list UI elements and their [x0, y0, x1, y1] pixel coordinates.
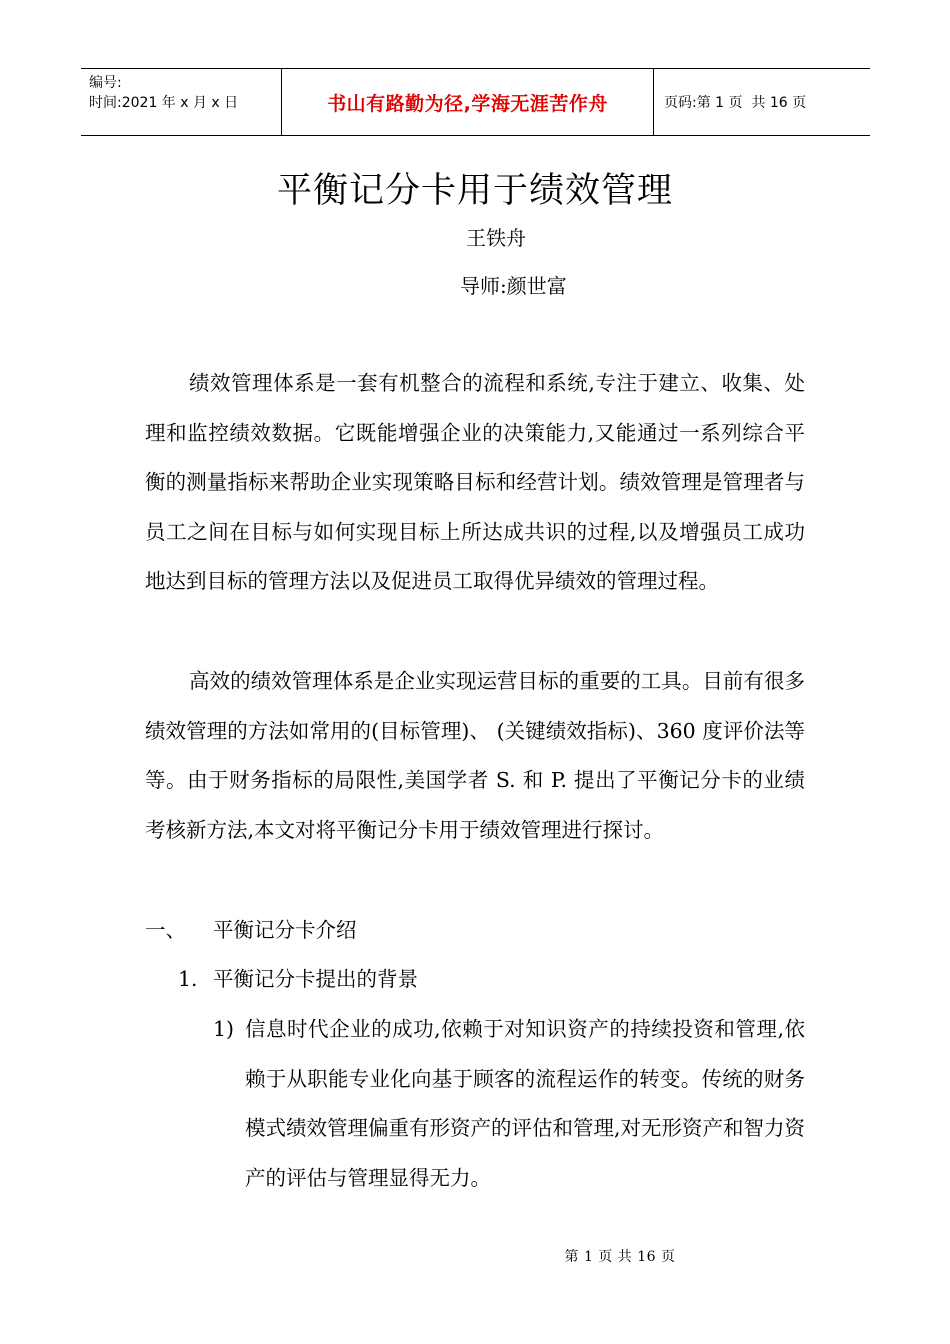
section-heading-1 [145, 906, 357, 956]
time-label: 时间:2021 年 x 月 x 日 [89, 95, 239, 111]
subsection-title: 平衡记分卡提出的背景 [213, 967, 418, 991]
number-label: 编号: [89, 75, 122, 91]
section-number: 一、 [145, 918, 186, 942]
paragraph-1: 绩效管理体系是一套有机整合的流程和系统,专注于建立、收集、处理和监控绩效数据。它既能增强企业的决策能力,又能通过一系列综合平衡的测量指标来帮助企业实现策略目标和经营计划。绩效管理是管理者与员工之间在目标与如何实现目标上所达成共识的过程,以及增强员工成功地达到目标的管理方法以及促进员工取得优异绩效的管理过程。 [145, 371, 805, 593]
header-meta [81, 69, 281, 135]
document-header [81, 68, 870, 136]
page-footer: 第 1 页 共 16 页 [564, 1249, 676, 1265]
paragraph-2: 高效的绩效管理体系是企业实现运营目标的重要的工具。目前有很多绩效管理的方法如常用的(目标管理)、 (关键绩效指标)、360 度评价法等等。由于财务指标的局限性,美国学者 S. 和 P. 提出了平衡记分卡的业绩考核新方法,本文对将平衡记分卡用于绩效管理进行探讨。 [145, 669, 805, 842]
page-info-text: 页码:第 1 页 共 16 页 [664, 95, 807, 111]
document-title: 平衡记分卡用于绩效管理 [276, 171, 673, 211]
author-name: 王铁舟 [466, 226, 526, 250]
header-motto: 书山有路勤为径,学海无涯苦作舟 [281, 69, 654, 135]
section-title: 平衡记分卡介绍 [213, 918, 357, 942]
header-page-info [654, 69, 870, 135]
list-item-number: 1) [213, 1017, 235, 1041]
advisor-name: 导师:颜世富 [460, 274, 567, 298]
subsection-heading-1 [178, 955, 418, 1005]
list-item-1 [213, 1005, 805, 1203]
subsection-number: 1. [178, 967, 198, 991]
list-item-text: 信息时代企业的成功,依赖于对知识资产的持续投资和管理,依赖于从职能专业化向基于顾客的流程运作的转变。传统的财务模式绩效管理偏重有形资产的评估和管理,对无形资产和智力资产的评估与管理显得无力。 [245, 1017, 806, 1190]
